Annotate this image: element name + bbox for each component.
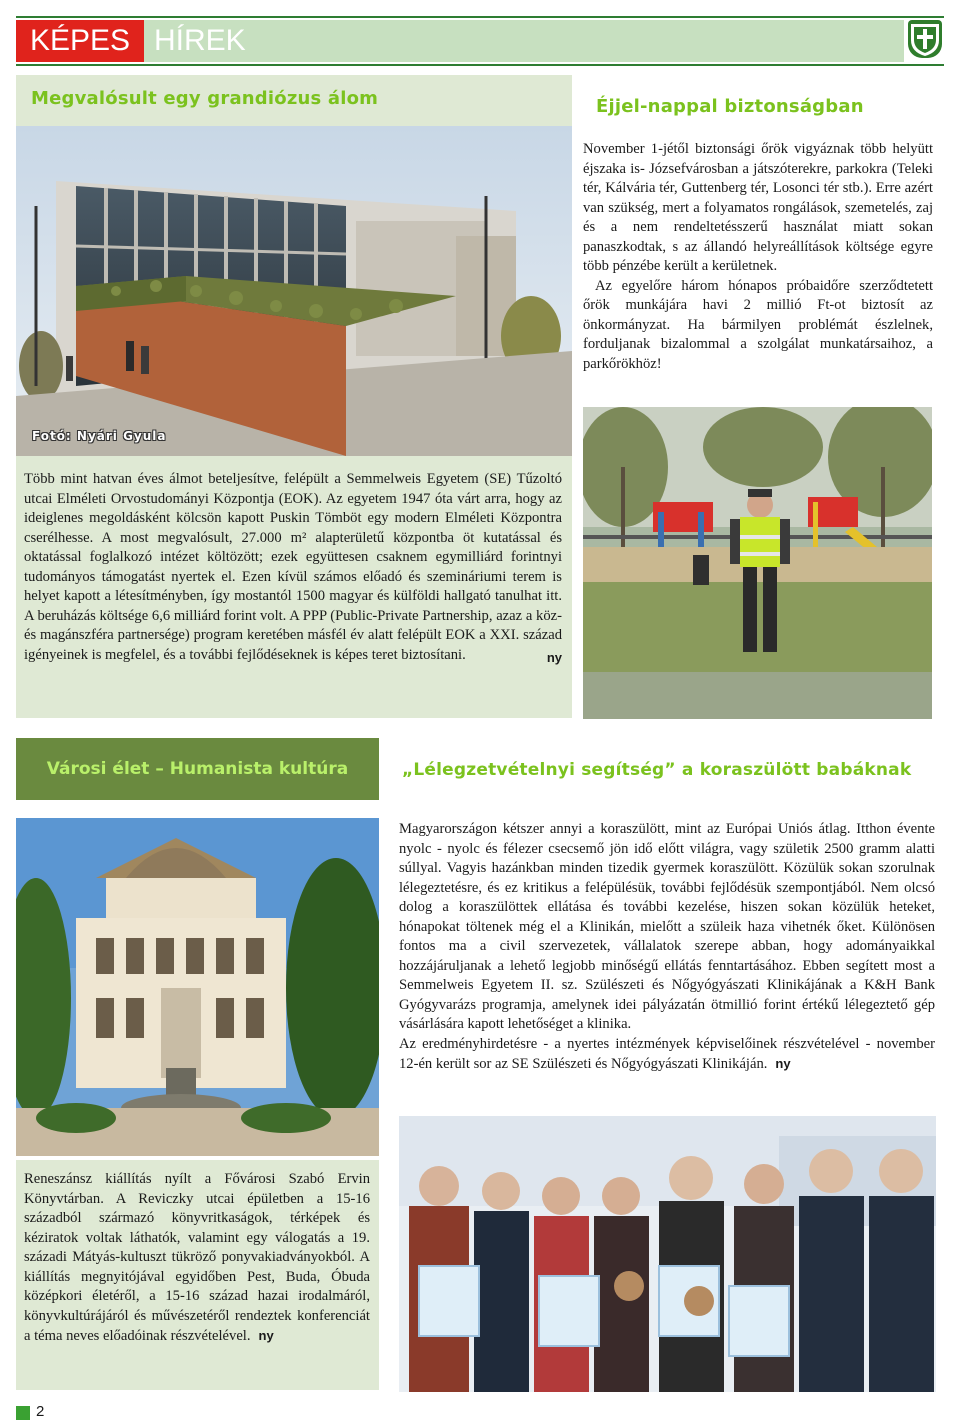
library-photo [16,818,379,1156]
header-hirek-label: HÍREK [144,20,904,62]
article-koraszulott-body [399,820,935,1075]
article-humanista-signature: ny [258,1328,274,1343]
article-koraszulott-headline: „Lélegzetvételnyi segítség” a koraszülött babáknak [402,760,912,780]
article-grandiozus-text: Több mint hatvan éves álmot beteljesítve, felépült a Semmelweis Egyetem (SE) Tűzoltó utcai Elméleti Orvostudományi Központja (EOK). Az egyetem 1947 óta várt arra, hogy az ideiglenes megoldásként kölcsön kapott Puskin Tömböt egy modern Elméleti Központra cserélhesse. A most megvalósult, 27.000 m² alapterületű központba öt kutatással és oktatással foglalkozó intézet költözött; ezek együttesen csaknem egymilliárd forintnyi tudományos támogatást nyertek el. Ezen kívül számos előadó és szemináriumi terem is helyet kapott a létesítményben, így mostantól 1500 magyar és külföldi hallgató tanulhat itt. A beruházás költsége 6,6 milliárd forint volt. A PPP (Public-Private Partnership, azaz a köz- és magánszféra partnersége) program keretében másfél év alatt felépült EOK a XXI. század igényeinek is megfelel, és a további fejlődéseknek is képes teret biztosítani. [24,471,562,663]
article-koraszulott-signature: ny [775,1056,791,1071]
article-grandiozus-body [24,470,562,667]
page-header [16,16,944,66]
header-kepes-label: KÉPES [16,20,144,62]
page-number-marker [16,1406,30,1420]
article-grandiozus-signature: ny [546,649,562,665]
article-biztonsag-paragraph: Az egyelőre három hónapos próbaidőre szerződtetett őrök munkájára havi 2 millió Ft-ot biztosít az önkormányzat. Ha bármilyen problémát észlelnek, forduljanak bizalommal a szolgálat munkatársaihoz, a parkőrökhöz! [583,277,933,372]
article-humanista-headline-box [16,738,379,800]
article-biztonsag-body [583,140,933,374]
photo-caption: Fotó: Nyári Gyula [32,429,167,443]
article-humanista-body [24,1170,370,1347]
article-humanista-headline: Városi élet – Humanista kultúra [46,759,349,779]
article-grandiozus-headline: Megvalósult egy grandiózus álom [31,88,379,109]
page-number: 2 [36,1403,45,1420]
article-biztonsag-paragraph: November 1-jétől biztonsági őrök vigyáznak több helyütt éjszaka is- Józsefvárosban a játszóterekre, parkokra (Teleki tér, Kálvária tér, Guttenberg tér, Losonci tér stb.). Erre azért van szükség, mert a folyamatos rongálások, szemetelés, zaj és a nem rendeltetésszerű használat miatt sokan panaszkodtak, s az állandó helyreállítások költsége egyre több pénzébe került a kerületnek. [583,141,933,274]
article-koraszulott-paragraph: Az eredményhirdetésre - a nyertes intézmények képviselőinek részvételével - november 12-én került sor az SE Szülészeti és Nőgyógyászati Klinikáján. [399,1035,935,1072]
article-biztonsag-headline: Éjjel-nappal biztonságban [596,96,864,117]
award-group-photo [399,1116,936,1392]
article-koraszulott-paragraph: Magyarországon kétszer annyi a koraszülött, mint az Európai Uniós átlag. Itthon évente nyolc - nyolc és félezer csecsemő jön idő előtt világra, vagy születik 2500 gramm alatti súllyal. Vagyis hazánkban minden tizedik gyermek koraszülött. Közülük sokan szorulnak lélegeztetésre, és ez kritikus a felépülésük, további fejlődésük szempontjából. Nem olcsó dolog a koraszülöttek ellátása és további kezelése, hiszen sokan közülük heteket, hónapokat töltenek még el a Klinikán, mielőtt a szüleik haza vihetnék őket. Különösen fontos ma a civil szervezetek, vállalatok szerepe abban, hogy adományaikkal hozzájáruljanak a lehető legjobb minőségű ellátás fenntartásához. Ebben segített most a Semmelweis Egyetem II. sz. Szülészeti és Nőgyógyászati Klinikájának a K&H Bank Gyógyvarázs programja, amelynek idei pályázatán ötmillió forint értékű lélegeztető gép vásárlására kapott lehetőséget a klinika. [399,821,935,1032]
park-guard-photo [583,407,932,719]
coat-of-arms-icon [908,20,942,58]
article-humanista-text: Reneszánsz kiállítás nyílt a Fővárosi Szabó Ervin Könyvtárban. A Reviczky utcai épületben a 15-16 századból származó könyvritkaságok, térképek és kéziratok voltak láthatók, valamint egy válogatás a 19. századi Mátyás-kultuszt tükröző ponyvakiadványokból. A kiállítás megnyitójával egyidőben Pest, Buda, Óbuda középkori életéről, a 15-16 század hazai irodalmáról, könyvkultúrájáról és művészetéről rendeztek konferenciát a téma neves előadóinak részvételével. [24,1171,370,1344]
building-photo [16,126,572,456]
